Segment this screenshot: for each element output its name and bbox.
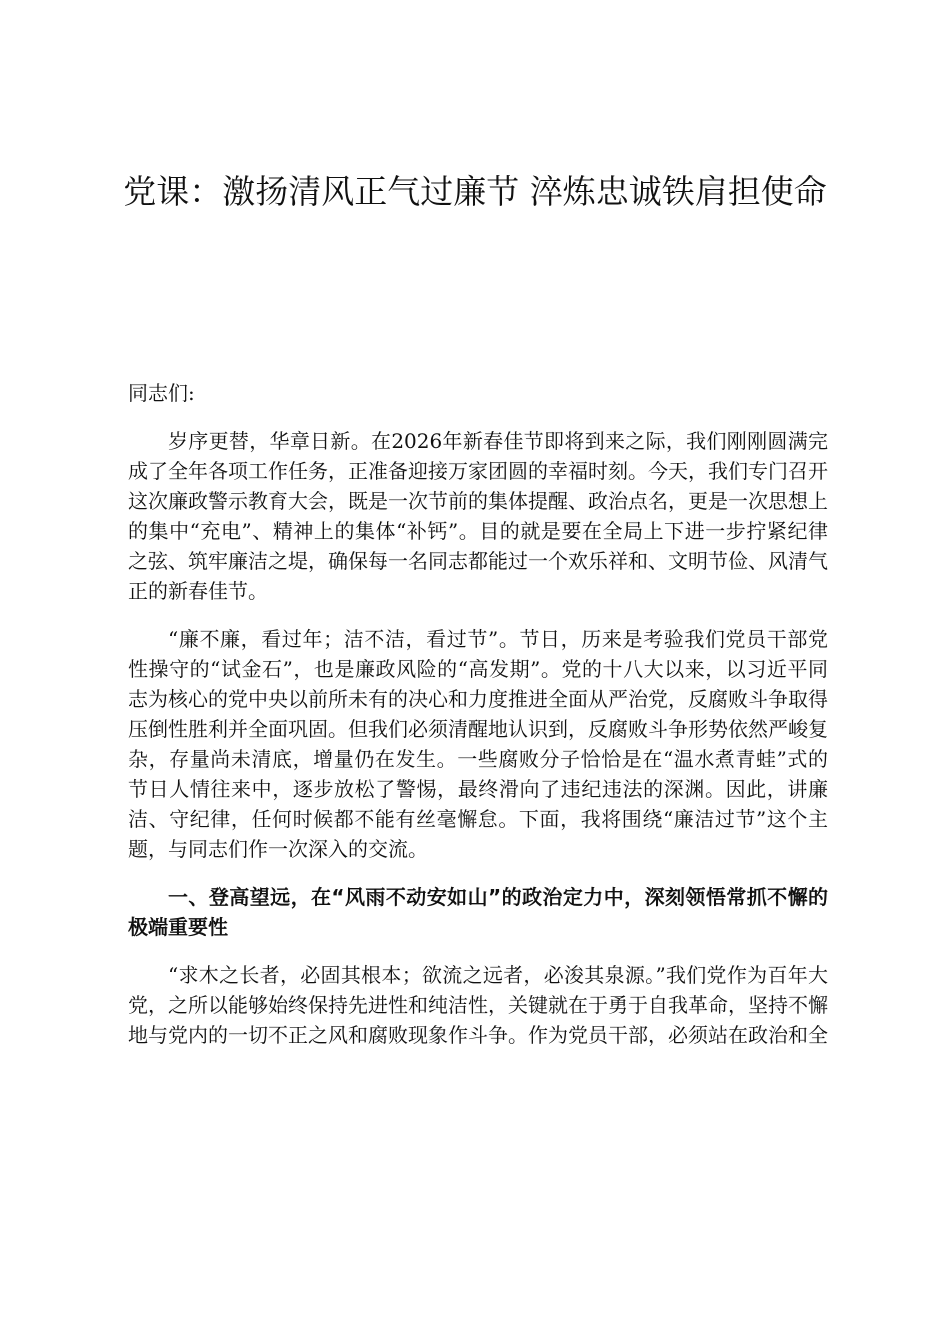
salutation: 同志们:	[128, 381, 195, 405]
document-body	[128, 378, 828, 1068]
section-heading-one: 一、登高望远，在“风雨不动安如山”的政治定力中，深刻领悟常抓不懈的极端重要性	[128, 885, 828, 939]
paragraph-holiday-test: “廉不廉，看过年；洁不洁，看过节”。节日，历来是考验我们党员干部党性操守的“试金石”，也是廉政风险的“高发期”。党的十八大以来，以习近平同志为核心的党中央以前所未有的决心和力度推进全面从严治党，反腐败斗争取得压倒性胜利并全面巩固。但我们必须清醒地认识到，反腐败斗争形势依然严峻复杂，存量尚未清底，增量仍在发生。一些腐败分子恰恰是在“温水煮青蛙”式的节日人情往来中，逐步放松了警惕，最终滑向了违纪违法的深渊。因此，讲廉洁、守纪律，任何时候都不能有丝毫懈怠。下面，我将围绕“廉洁过节”这个主题，与同志们作一次深入的交流。	[128, 627, 828, 861]
document-title: 党课：激扬清风正气过廉节 淬炼忠诚铁肩担使命	[123, 172, 827, 211]
paragraph-intro: 岁序更替，华章日新。在2026年新春佳节即将到来之际，我们刚刚圆满完成了全年各项工作任务，正准备迎接万家团圆的幸福时刻。今天，我们专门召开这次廉政警示教育大会，既是一次节前的集体提醒、政治点名，更是一次思想上的集中“充电”、精神上的集体“补钙”。目的就是要在全局上下进一步拧紧纪律之弦、筑牢廉洁之堤，确保每一名同志都能过一个欢乐祥和、文明节俭、风清气正的新春佳节。	[128, 429, 828, 603]
paragraph-section-one: “求木之长者，必固其根本；欲流之远者，必浚其泉源。”我们党作为百年大党，之所以能够始终保持先进性和纯洁性，关键就在于勇于自我革命，坚持不懈地与党内的一切不正之风和腐败现象作斗争。作为党员干部，必须站在政治和全	[128, 963, 828, 1047]
